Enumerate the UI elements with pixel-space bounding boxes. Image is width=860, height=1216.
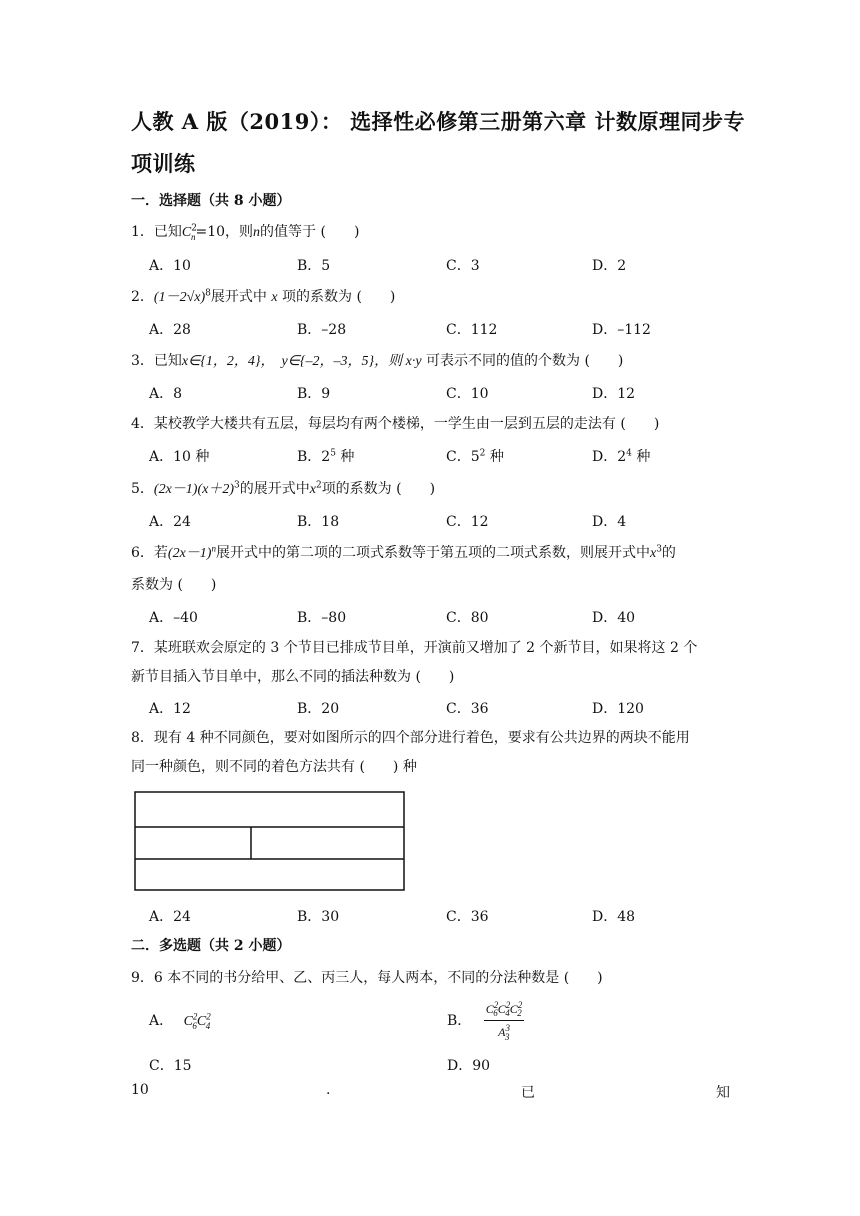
option-c: C．12 [446, 514, 489, 530]
question-6-options [149, 607, 749, 627]
option-c: C．36 [446, 701, 489, 717]
option-a: A．12 [149, 701, 191, 717]
question-7: 7．某班联欢会原定的 3 个节目已排成节目单，开演前又增加了 2 个新节目，如果将这 2 个 [131, 640, 698, 656]
question-10-word-1: 已 [521, 1085, 535, 1101]
option-b: B．30 [297, 909, 340, 925]
option-b: B．18 [297, 514, 340, 530]
option-b: B．20 [297, 701, 340, 717]
option-b: B．5 [297, 258, 331, 274]
question-6-line2: 系数为 ( ) [131, 577, 217, 593]
option-d: D．40 [592, 610, 636, 626]
question-8-options [149, 906, 749, 926]
question-5-options [149, 511, 749, 531]
document-title-line1: 人教 A 版（2019）： 选择性必修第三册第六章 计数原理同步专 [131, 109, 745, 134]
diagram-outer-frame [135, 792, 404, 890]
question-3-options [149, 383, 749, 403]
option-c: C．10 [446, 386, 489, 402]
option-d: D．120 [592, 701, 644, 717]
option-d: D．2 [592, 258, 627, 274]
question-7-options [149, 698, 749, 718]
question-9-options-row1 [149, 1000, 749, 1042]
question-2-options [149, 319, 749, 339]
document-title-line2: 项训练 [131, 151, 196, 176]
option-b: B．$2^5$ 种 [297, 448, 355, 465]
question-1-options [149, 255, 749, 275]
option-c: C．80 [446, 610, 489, 626]
section-heading-single-choice: 一．选择题（共 8 小题） [131, 193, 291, 209]
option-a: A．28 [149, 322, 191, 338]
option-c: C．112 [446, 322, 498, 338]
option-c: C．3 [446, 258, 480, 274]
question-6: 6．若$(2x-1)^n$展开式中的第二项的二项式系数等于第五项的二项式系数，则展开式中$x^3$的 [131, 543, 676, 561]
option-b: B．9 [297, 386, 331, 402]
question-4: 4．某校教学大楼共有五层，每层均有两个楼梯，一学生由一层到五层的走法有 ( ) [131, 416, 660, 432]
question-2: 2．$(1-2√x)^8$展开式中 x 项的系数为 ( ) [131, 288, 396, 305]
question-10-dot: . [326, 1082, 331, 1098]
question-9-options-row2 [149, 1055, 749, 1075]
question-3: 3．已知x∈{1，2，4}， y∈{–2，–3，5}，则 x·y 可表示不同的值的个数为 ( ) [131, 353, 624, 369]
question-9: 9．6 本不同的书分给甲、乙、丙三人，每人两本，不同的分法种数是 ( ) [131, 970, 603, 986]
question-1: 1．已知$C^2_n=10$，则n的值等于 ( ) [131, 223, 360, 242]
question-5: 5．$(2x-1)(x+2)^3$的展开式中$x^2$项的系数为 ( ) [131, 480, 436, 497]
option-d: D．–112 [592, 322, 651, 338]
question-7-line2: 新节目插入节目单中，那么不同的插法种数为 ( ) [131, 669, 455, 685]
option-d: D．12 [592, 386, 636, 402]
option-d: D．90 [447, 1058, 491, 1074]
option-d: D．4 [592, 514, 627, 530]
option-b: B． $\frac{C^2_6C^2_4C^2_2}{A^3_3}$ [447, 1000, 523, 1042]
option-a: A．24 [149, 514, 191, 530]
option-b: B．–80 [297, 610, 347, 626]
option-c: C．$5^2$ 种 [446, 448, 504, 465]
option-a: A．10 [149, 258, 191, 274]
option-b: B．–28 [297, 322, 347, 338]
question-10-number: 10 [131, 1082, 149, 1098]
coloring-regions-diagram [134, 791, 406, 893]
question-10-word-2: 知 [716, 1085, 730, 1101]
question-8: 8．现有 4 种不同颜色，要对如图所示的四个部分进行着色，要求有公共边界的两块不能用 [131, 730, 690, 746]
option-a: A．24 [149, 909, 191, 925]
option-d: D．48 [592, 909, 636, 925]
option-c: C．36 [446, 909, 489, 925]
question-8-line2: 同一种颜色，则不同的着色方法共有 ( ) 种 [131, 759, 417, 775]
option-a: A．–40 [149, 610, 198, 626]
option-a: A．8 [149, 386, 183, 402]
option-a: A． $C^2_6C^2_4$ [149, 1011, 211, 1031]
option-d: D．$2^4$ 种 [592, 448, 651, 465]
question-4-options [149, 446, 749, 466]
option-c: C．15 [149, 1058, 192, 1074]
option-a: A．10 种 [149, 449, 210, 465]
section-heading-multi-choice: 二．多选题（共 2 小题） [131, 938, 291, 954]
